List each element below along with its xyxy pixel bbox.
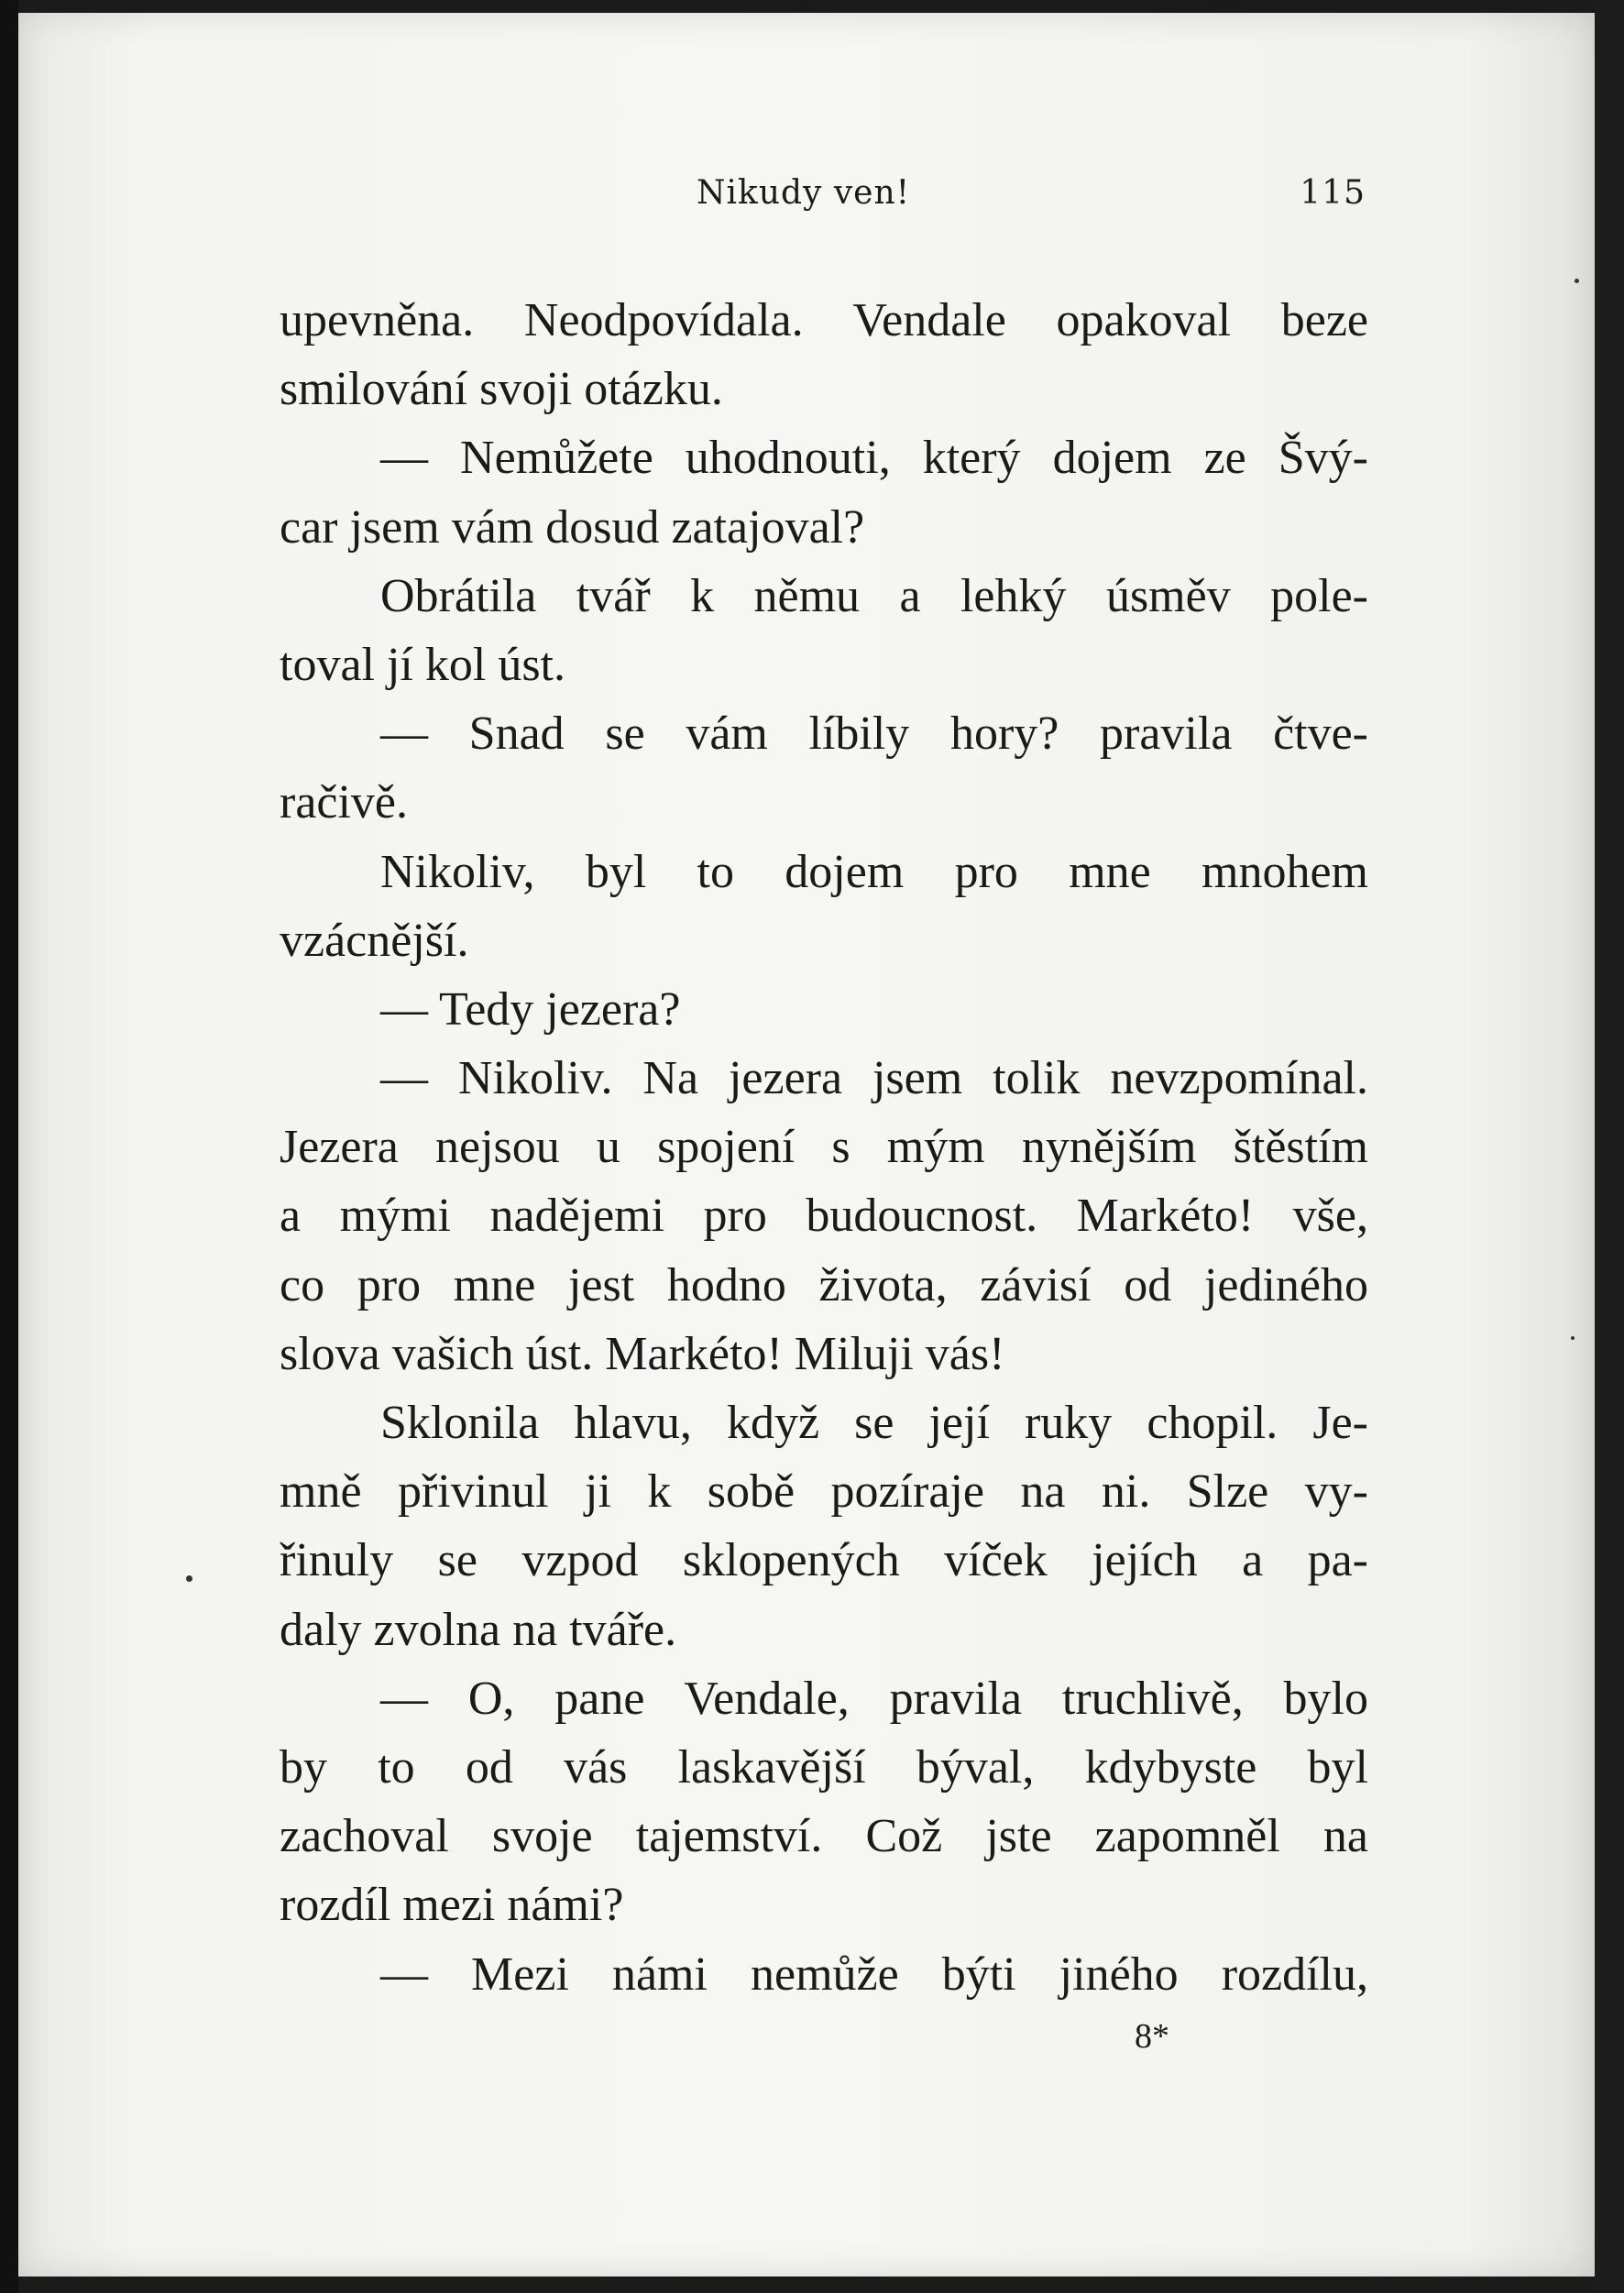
text-line: a mými nadějemi pro budoucnost. Markéto! vše, xyxy=(280,1190,1368,1243)
text-line: — Nikoliv. Na jezera jsem tolik nevzpomínal. xyxy=(380,1052,1368,1105)
text-line: zachoval svoje tajemství. Což jste zapomněl na xyxy=(280,1810,1368,1863)
text-line: Obrátila tvář k němu a lehký úsměv pole- xyxy=(380,569,1368,622)
text-line: daly zvolna na tváře. xyxy=(280,1603,677,1656)
text-line: rozdíl mezi námi? xyxy=(280,1879,624,1932)
text-line: smilování svoji otázku. xyxy=(280,363,723,416)
print-speck xyxy=(1571,1336,1575,1340)
print-speck xyxy=(186,1575,192,1582)
text-line: co pro mne jest hodno života, závisí od jediného xyxy=(280,1258,1368,1311)
body-text xyxy=(280,286,1368,2009)
text-line: car jsem vám dosud zatajoval? xyxy=(280,500,865,554)
text-line: slova vašich úst. Markéto! Miluji vás! xyxy=(280,1327,1005,1380)
print-speck xyxy=(1575,279,1579,283)
text-line: — Snad se vám líbily hory? pravila čtve- xyxy=(380,708,1368,761)
signature-mark: 8* xyxy=(1135,2017,1169,2056)
running-title: Nikudy ven! xyxy=(697,174,911,212)
text-line: by to od vás laskavější býval, kdybyste byl xyxy=(280,1740,1368,1794)
text-line: račivě. xyxy=(280,776,409,829)
text-line: vzácnější. xyxy=(280,914,469,967)
text-line: — O, pane Vendale, pravila truchlivě, bylo xyxy=(380,1672,1368,1725)
scan-left-edge xyxy=(0,0,18,2293)
page-header xyxy=(266,174,1366,229)
text-line: Sklonila hlavu, když se její ruky chopil. Je- xyxy=(380,1397,1368,1449)
text-line: — Tedy jezera? xyxy=(380,982,681,1036)
text-line: toval jí kol úst. xyxy=(280,638,565,691)
text-line: Nikoliv, byl to dojem pro mne mnohem xyxy=(380,845,1368,898)
text-line: mně přivinul ji k sobě pozíraje na ni. Slze vy- xyxy=(280,1465,1368,1519)
scan-right-edge xyxy=(1595,0,1624,2293)
text-line: — Nemůžete uhodnouti, který dojem ze Švý- xyxy=(380,432,1368,485)
text-line: řinuly se vzpod sklopených víček jejích a pa- xyxy=(280,1534,1368,1587)
page-number: 115 xyxy=(1300,174,1366,212)
text-line: upevněna. Neodpovídala. Vendale opakoval beze xyxy=(280,294,1368,346)
text-line: Jezera nejsou u spojení s mým nynějším štěstím xyxy=(280,1121,1368,1174)
text-line: — Mezi námi nemůže býti jiného rozdílu, xyxy=(380,1947,1368,2001)
